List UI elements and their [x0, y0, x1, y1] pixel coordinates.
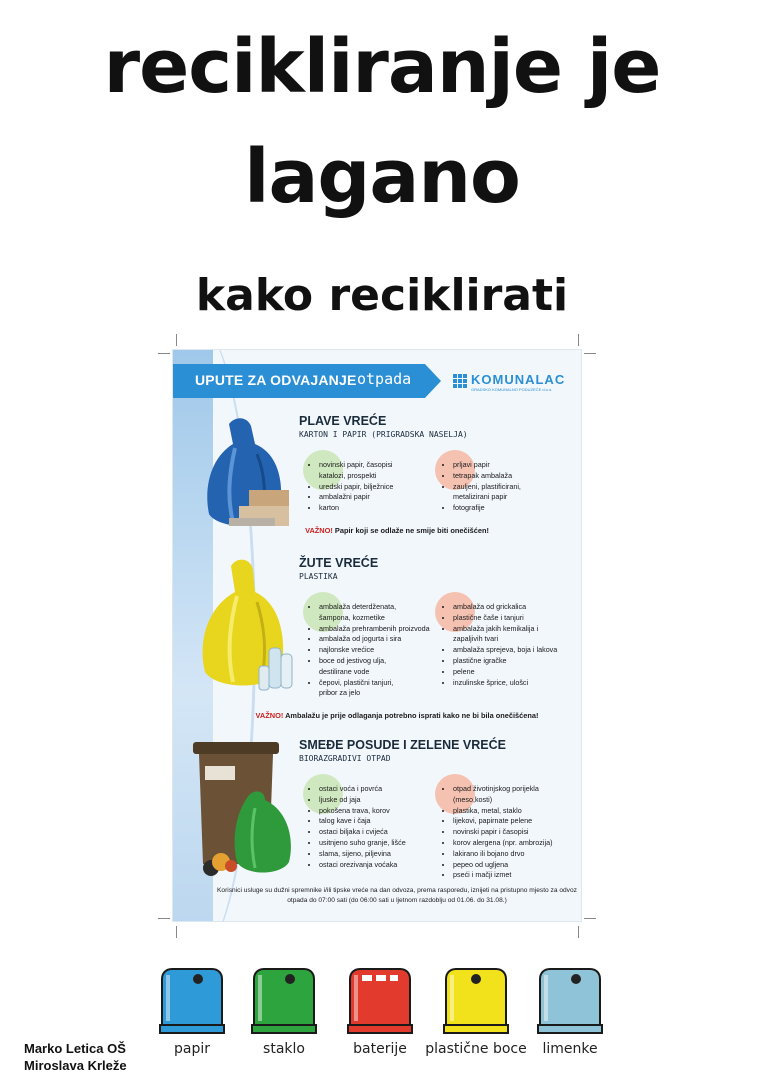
- list-item: • ljuske od jaja: [319, 795, 449, 806]
- list-item: • ambalaža jakih kemikalija i: [453, 624, 581, 635]
- list-item: • ambalažni papir: [319, 492, 449, 503]
- collection-instructions-line-1: Korisnici usluge su dužni spremnike i/ili tipske vreće na dan odvoza, prema rasporedu, iznijeti na pristupno mjesto za odvoz: [217, 887, 577, 894]
- list-item: • pelene: [453, 667, 581, 678]
- allowed-list: [305, 784, 449, 870]
- list-item: • usitnjeno suho granje, lišće: [319, 838, 449, 849]
- list-item: • pokošena trava, korov: [319, 806, 449, 817]
- author-line-1: Marko Letica OŠ: [24, 1041, 126, 1056]
- list-item: • ostaci voća i povrća: [319, 784, 449, 795]
- list-item: (meso,kosti): [453, 794, 493, 804]
- section-subtitle: KARTON I PAPIR (PRIGRADSKA NASELJA): [299, 430, 468, 439]
- allowed-list: [305, 460, 449, 514]
- list-item: • plastične igračke: [453, 656, 581, 667]
- logo-subtitle: GRADSKO KOMUNALNO PODUZEĆE d.o.o.: [471, 387, 553, 392]
- list-item: • najlonske vrećice: [319, 645, 449, 656]
- list-item: • novinski papir i časopisi: [453, 827, 581, 838]
- bin-label: baterije: [353, 1041, 407, 1057]
- author-credit: [24, 1040, 127, 1074]
- list-item: pribor za jelo: [319, 688, 361, 698]
- crop-mark: [584, 353, 596, 354]
- not-allowed-list: [439, 602, 581, 688]
- collection-instructions-line-2: otpada do 07:00 sati (do 06:00 sati u ljetnom razdoblju od 01.06. do 31.08.): [287, 897, 507, 904]
- list-item: šampona, kozmetike: [319, 612, 385, 622]
- list-item: • novinski papir, časopisi: [319, 460, 449, 471]
- list-item: zapaljivih tvari: [453, 634, 499, 644]
- brown-bin-icon: [191, 738, 299, 878]
- list-item: • ambalaža od grickalica: [453, 602, 581, 613]
- list-item: • talog kave i čaja: [319, 816, 449, 827]
- title-line-2: lagano: [244, 134, 520, 220]
- list-item: • lijekovi, papirnate pelene: [453, 816, 581, 827]
- recycling-poster: [173, 350, 581, 921]
- banner-title: UPUTE ZA ODVAJANJE: [195, 372, 357, 388]
- list-item: • ambalaža deterdženata,: [319, 602, 449, 613]
- list-item: • pepeo od ugljena: [453, 860, 581, 871]
- list-item: • ambalaža od jogurta i sira: [319, 634, 449, 645]
- important-note: VAŽNO! Ambalažu je prije odlaganja potrebno isprati kako ne bi bila onečišćena!: [255, 711, 539, 720]
- list-item: destilirane vode: [319, 666, 370, 676]
- logo-name: KOMUNALAC: [471, 372, 566, 387]
- section-subtitle: BIORAZGRADIVI OTPAD: [299, 754, 391, 763]
- list-item: • plastične čaše i tanjuri: [453, 613, 581, 624]
- section-title: ŽUTE VREĆE: [299, 556, 379, 570]
- bin-staklo-icon: [250, 965, 318, 1037]
- section-title: SMEĐE POSUDE I ZELENE VREĆE: [299, 738, 506, 752]
- list-item: metalizirani papir: [453, 492, 508, 502]
- list-item: katalozi, prospekti: [319, 470, 377, 480]
- crop-mark: [176, 926, 177, 938]
- list-item: • ostaci biljaka i cvijeća: [319, 827, 449, 838]
- bin-label: papir: [174, 1041, 210, 1057]
- section-subtitle: PLASTIKA: [299, 572, 338, 581]
- crop-mark: [584, 918, 596, 919]
- bin-label: staklo: [263, 1041, 305, 1057]
- banner-title-light: otpada: [357, 370, 412, 388]
- crop-mark: [176, 334, 177, 346]
- list-item: • prljavi papir: [453, 460, 581, 471]
- list-item: • ambalaža sprejeva, boja i lakova: [453, 645, 581, 656]
- list-item: • karton: [319, 503, 449, 514]
- list-item: • pseći i mačji izmet: [453, 870, 581, 881]
- subtitle: kako reciklirati: [195, 270, 569, 321]
- list-item: • uredski papir, bilježnice: [319, 482, 449, 493]
- important-note: VAŽNO! Papir koji se odlaže ne smije biti onečišćen!: [305, 526, 489, 535]
- list-item: • korov alergena (npr. ambrozija): [453, 838, 581, 849]
- list-item: • boce od jestivog ulja,: [319, 656, 449, 667]
- not-allowed-list: [439, 460, 581, 514]
- list-item: • čepovi, plastični tanjuri,: [319, 678, 449, 689]
- crop-mark: [158, 353, 170, 354]
- list-item: • otpad životinjskog porijekla: [453, 784, 581, 795]
- crop-mark: [158, 918, 170, 919]
- not-allowed-list: [439, 784, 581, 881]
- bin-plastične-boce-icon: [442, 965, 510, 1037]
- crop-mark: [578, 334, 579, 346]
- list-item: • lakirano ili bojano drvo: [453, 849, 581, 860]
- section-title: PLAVE VREĆE: [299, 414, 387, 428]
- list-item: • tetrapak ambalaža: [453, 471, 581, 482]
- list-item: • zauljeni, plastificirani,: [453, 482, 581, 493]
- bin-limenke-icon: [536, 965, 604, 1037]
- blue-bag-icon: [199, 414, 295, 534]
- komunalac-logo-icon: [453, 374, 467, 388]
- list-item: • slama, sijeno, piljevina: [319, 849, 449, 860]
- collection-instructions: [213, 886, 581, 906]
- bin-baterije-icon: [346, 965, 414, 1037]
- bin-label: limenke: [542, 1041, 598, 1057]
- crop-mark: [578, 926, 579, 938]
- list-item: • plastika, metal, staklo: [453, 806, 581, 817]
- bin-papir-icon: [158, 965, 226, 1037]
- list-item: • fotografije: [453, 503, 581, 514]
- yellow-bag-icon: [195, 556, 299, 696]
- allowed-list: [305, 602, 449, 699]
- list-item: • inzulinske šprice, ulošci: [453, 678, 581, 689]
- list-item: • ambalaža prehrambenih proizvoda: [319, 624, 449, 635]
- title-line-1: recikliranje je: [103, 24, 661, 110]
- bin-label: plastične boce: [425, 1041, 527, 1057]
- author-line-2: Miroslava Krleže: [24, 1058, 127, 1073]
- list-item: • ostaci orezivanja voćaka: [319, 860, 449, 871]
